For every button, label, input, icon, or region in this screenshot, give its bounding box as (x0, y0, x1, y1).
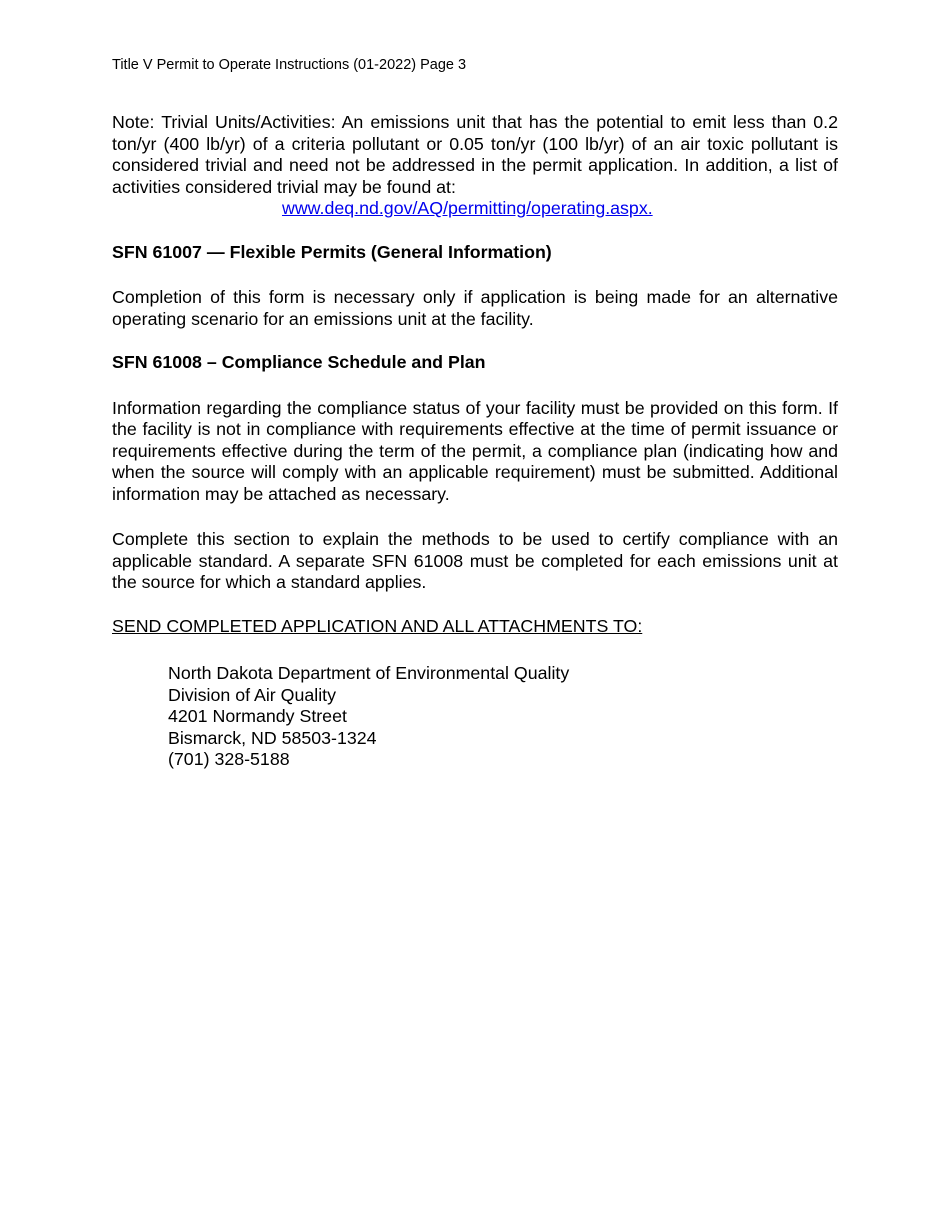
page-header: Title V Permit to Operate Instructions (01-2022) Page 3 (112, 57, 467, 73)
section-paragraph: Complete this section to explain the methods to be used to certify compliance with an applicable standard. A separate SFN 61008 must be completed for each emissions unit at the source for which a standard applies. (112, 529, 838, 592)
mailing-address (168, 663, 838, 771)
trivial-units-note: Note: Trivial Units/Activities: An emissions unit that has the potential to emit less than 0.2 ton/yr (400 lb/yr) of a criteria pollutant or 0.05 ton/yr (100 lb/yr) of an air toxic pollutant is considered trivial and need not be addressed in the permit application. In addition, a list of activities considered trivial may be found at: (112, 112, 838, 197)
section-heading-sfn-61008: SFN 61008 – Compliance Schedule and Plan (112, 352, 486, 372)
address-phone: (701) 328-5188 (168, 749, 290, 769)
section-paragraph: Information regarding the compliance status of your facility must be provided on this form. If the facility is not in compliance with requirements effective at the time of permit issuance or requirements effective during the term of the permit, a compliance plan (indicating how and when the source will comply with an applicable requirement) must be submitted. Additional information may be attached as necessary. (112, 397, 838, 504)
address-division: Division of Air Quality (168, 684, 336, 705)
trivial-activities-link-line (112, 198, 838, 220)
section-paragraph: Completion of this form is necessary only if application is being made for an alternative operating scenario for an emissions unit at the facility. (112, 287, 838, 329)
section-heading-sfn-61007: SFN 61007 — Flexible Permits (General Information) (112, 241, 552, 262)
address-org: North Dakota Department of Environmental Quality (168, 663, 570, 683)
document-body (112, 112, 838, 771)
address-city: Bismarck, ND 58503-1324 (168, 727, 377, 748)
address-street: 4201 Normandy Street (168, 706, 347, 726)
trivial-activities-link[interactable]: www.deq.nd.gov/AQ/permitting/operating.aspx. (282, 198, 653, 218)
send-to-heading: SEND COMPLETED APPLICATION AND ALL ATTACHMENTS TO: (112, 615, 643, 636)
